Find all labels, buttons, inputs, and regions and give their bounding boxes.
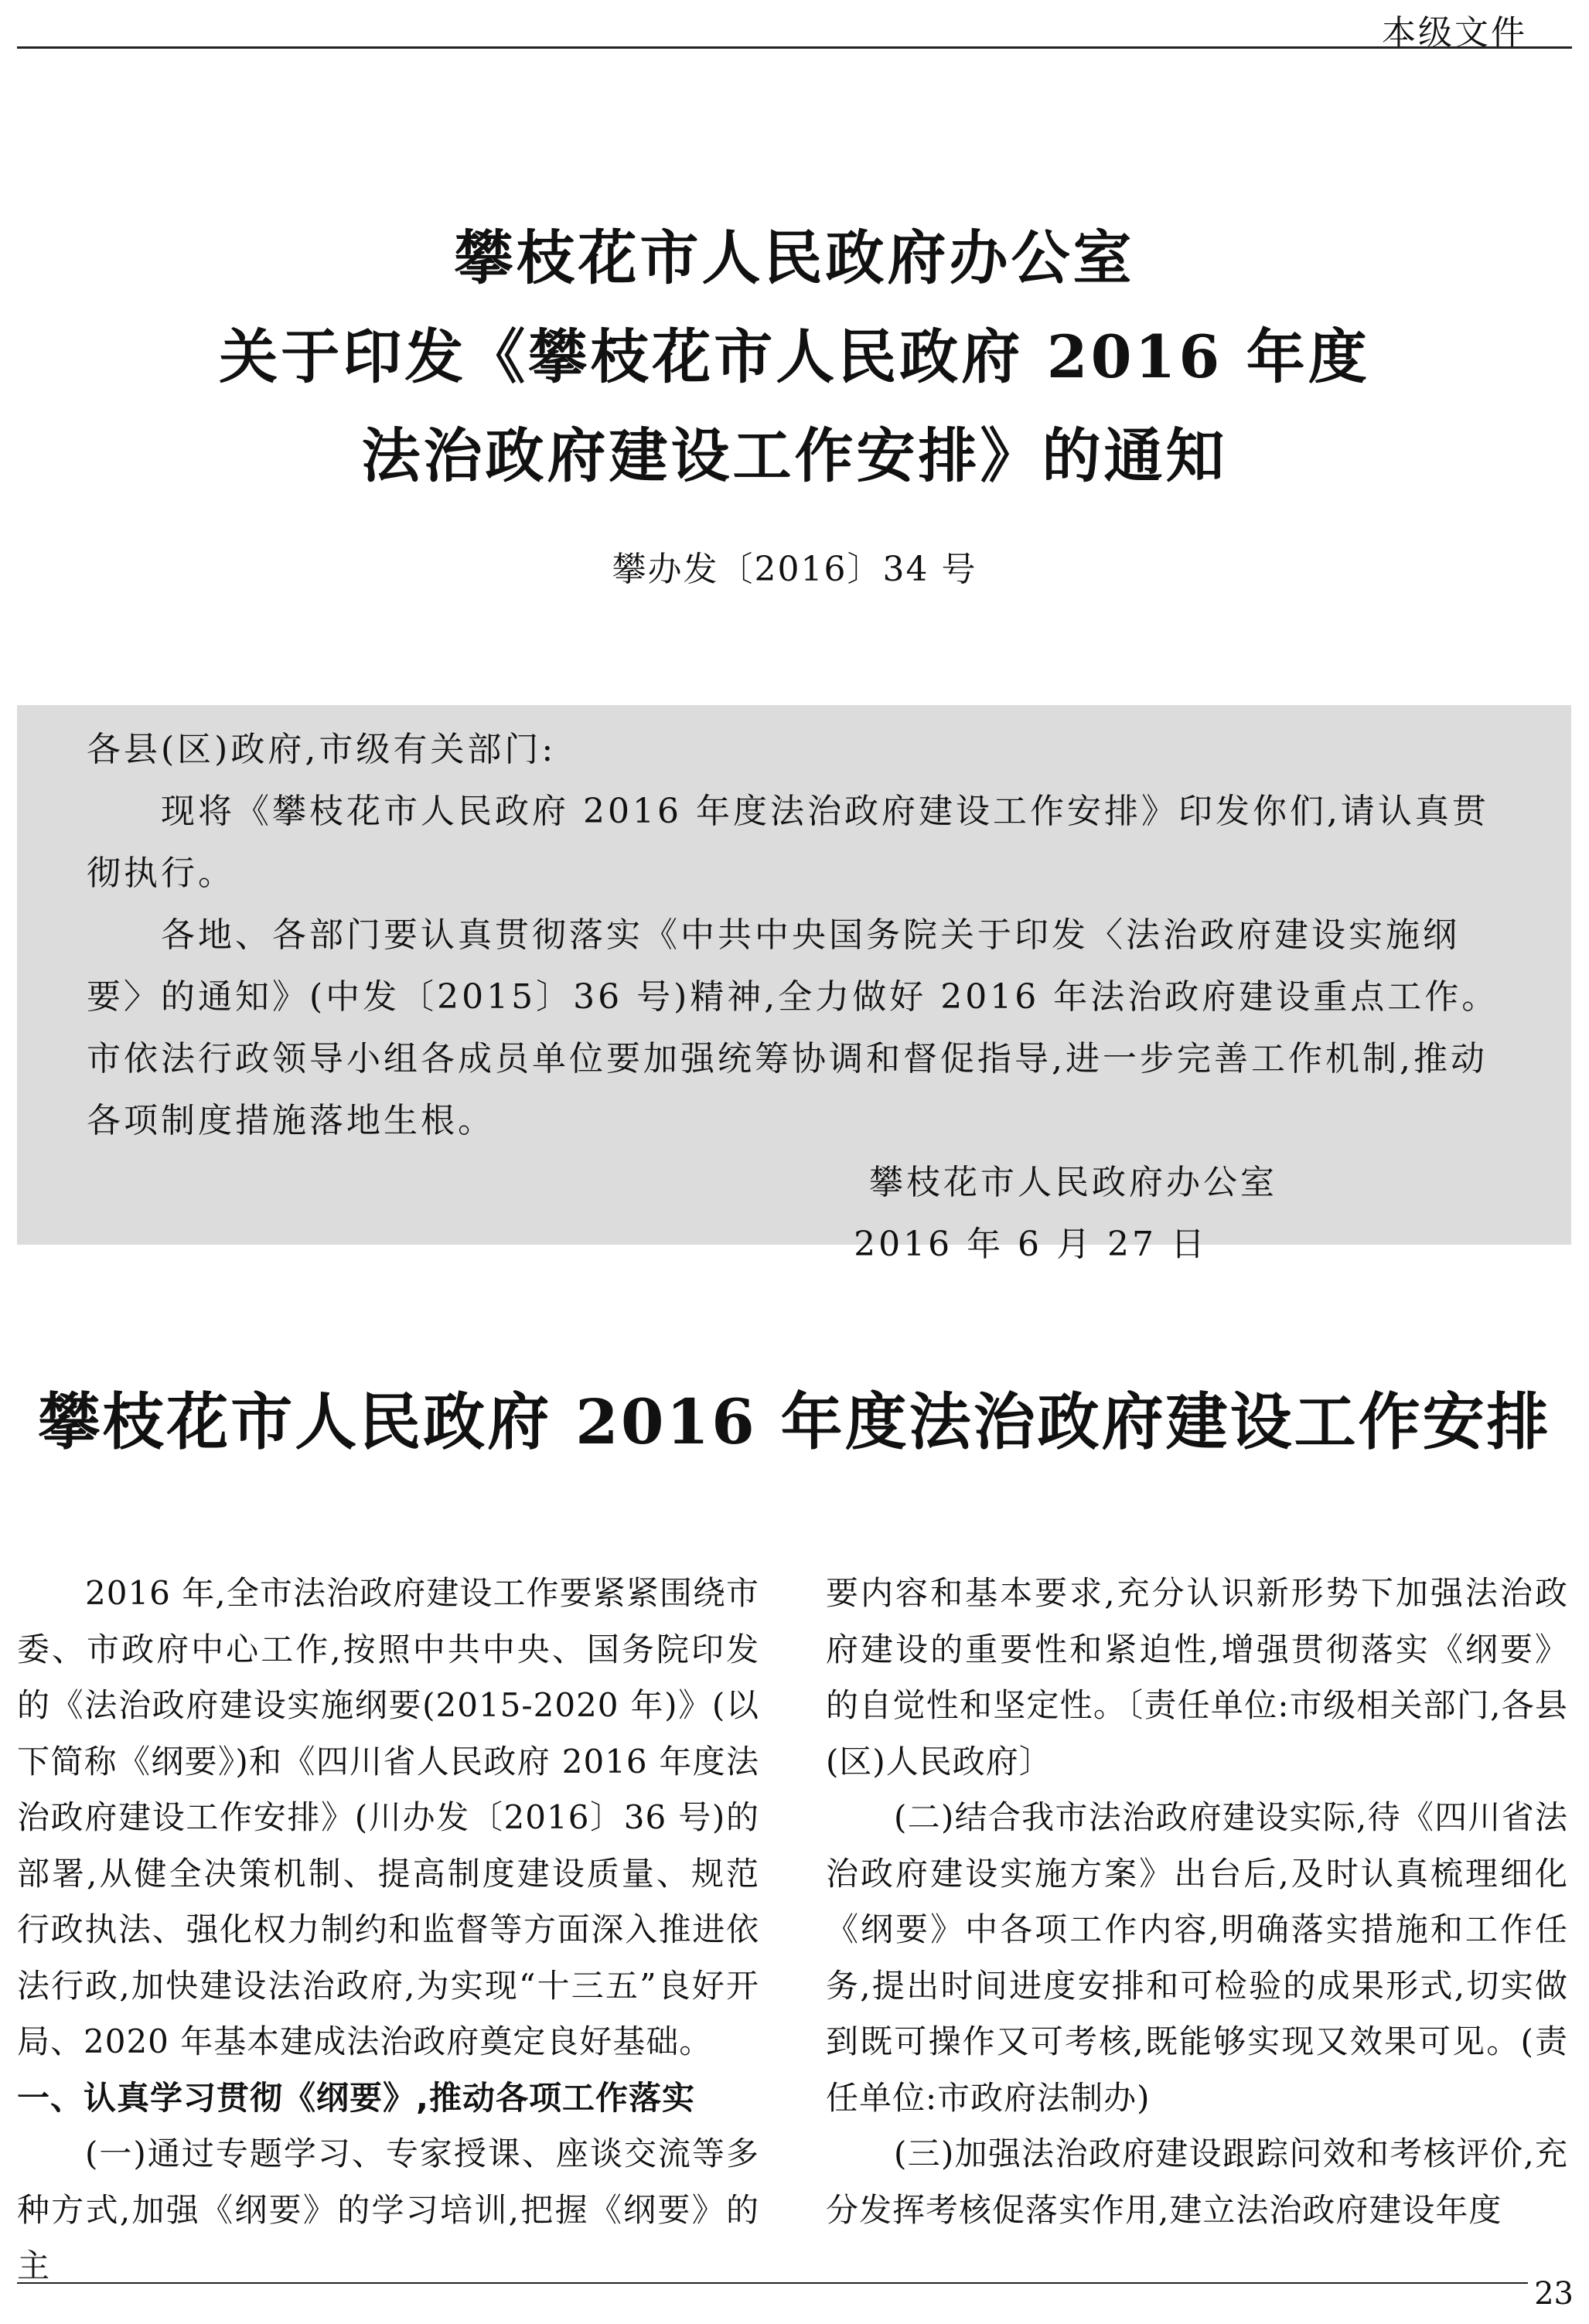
item-1-start: (一)通过专题学习、专家授课、座谈交流等多种方式,加强《纲要》的学习培训,把握《纲要》的主 (17, 2135, 759, 2285)
section-heading-1: 一、认真学习贯彻《纲要》,推动各项工作落实 (17, 2078, 695, 2117)
notice-title-line-1: 攀枝花市人民政府办公室 (454, 223, 1135, 292)
header-divider (17, 46, 1572, 49)
letter-paragraph-1: 现将《攀枝花市人民政府 2016 年度法治政府建设工作安排》印发你们,请认真贯彻执行。 (87, 792, 1489, 893)
intro-paragraph: 2016 年,全市法治政府建设工作要紧紧围绕市委、市政府中心工作,按照中共中央、国务院印发的《法治政府建设实施纲要(2015-2020 年)》(以下简称《纲要》)和《四川省人民政府 2016 年度法治政府建设工作安排》(川办发〔2016〕36 号)的部署,从健全决策机制、提高制度建设质量、规范行政执法、强化权力制约和监督等方面深入推进依法行政,加快建设法治政府,为实现“十三五”良好开局、2020 年基本建成法治政府奠定良好基础。 (17, 1574, 759, 2060)
left-column (17, 1566, 759, 2295)
section-label: 本级文件 (1382, 13, 1527, 53)
document-number: 攀办发〔2016〕34 号 (612, 550, 977, 589)
notice-letter-box (17, 705, 1571, 1264)
notice-title-line-2: 关于印发《攀枝花市人民政府 2016 年度 (219, 322, 1370, 391)
page-number: 23 (1528, 2276, 1574, 2312)
letter-signature: 攀枝花市人民政府办公室 (869, 1163, 1277, 1202)
notice-title (0, 209, 1589, 506)
right-column (826, 1566, 1568, 2238)
item-1-end: 要内容和基本要求,充分认识新形势下加强法治政府建设的重要性和紧迫性,增强贯彻落实《纲要》的自觉性和坚定性。〔责任单位:市级相关部门,各县(区)人民政府〕 (826, 1574, 1568, 1780)
footer-divider (17, 2282, 1550, 2284)
letter-salutation: 各县(区)政府,市级有关部门: (87, 730, 557, 769)
item-3-start: (三)加强法治政府建设跟踪问效和考核评价,充分发挥考核促落实作用,建立法治政府建设年度 (826, 2135, 1568, 2229)
arrangement-title: 攀枝花市人民政府 2016 年度法治政府建设工作安排 (38, 1385, 1551, 1458)
notice-title-line-3: 法治政府建设工作安排》的通知 (361, 421, 1228, 490)
item-2: (二)结合我市法治政府建设实际,待《四川省法治政府建设实施方案》出台后,及时认真梳理细化《纲要》中各项工作内容,明确落实措施和工作任务,提出时间进度安排和可检验的成果形式,切实做到既可操作又可考核,既能够实现又效果可见。(责任单位:市政府法制办) (826, 1798, 1568, 2117)
letter-date: 2016 年 6 月 27 日 (854, 1225, 1208, 1264)
letter-paragraph-2: 各地、各部门要认真贯彻落实《中共中央国务院关于印发〈法治政府建设实施纲要〉的通知》(中发〔2015〕36 号)精神,全力做好 2016 年法治政府建设重点工作。市依法行政领导小组各成员单位要加强统筹协调和督促指导,进一步完善工作机制,推动各项制度措施落地生根。 (87, 915, 1499, 1140)
